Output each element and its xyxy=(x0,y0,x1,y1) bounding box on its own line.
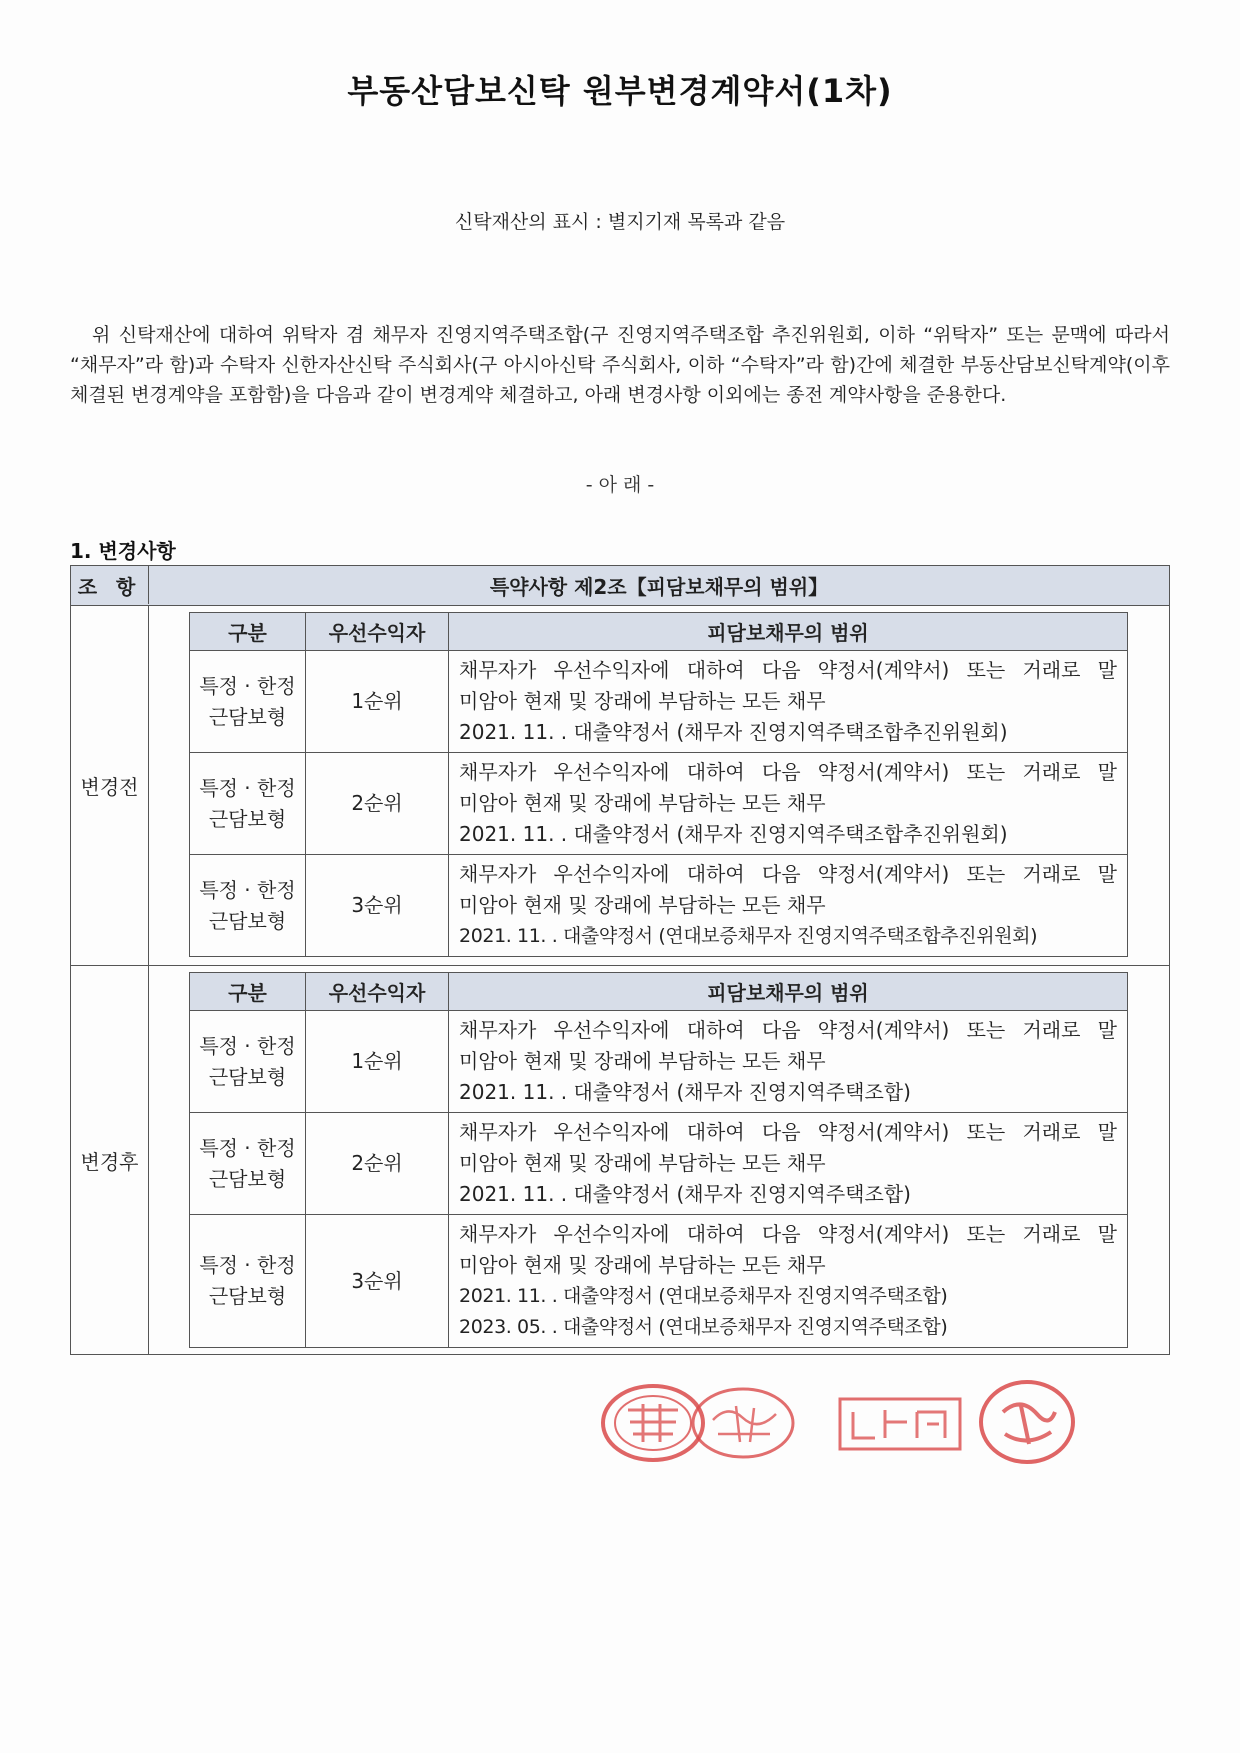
category-cell xyxy=(190,1113,306,1215)
scope-line: 미암아 현재 및 장래에 부담하는 모든 채무 xyxy=(459,1151,826,1175)
scope-line: 채무자가 우선수익자에 대하여 다음 약정서(계약서) 또는 거래로 말 xyxy=(459,1120,1117,1144)
table-row xyxy=(190,1215,1128,1348)
rank-cell: 1순위 xyxy=(306,1011,449,1113)
category-cell xyxy=(190,1215,306,1348)
before-label: 변경전 xyxy=(71,606,149,965)
table-row xyxy=(190,753,1128,855)
category-line: 특정 · 한정 xyxy=(199,877,296,902)
category-line: 특정 · 한정 xyxy=(199,1033,296,1058)
before-section xyxy=(71,606,1169,966)
scope-date-line: 2021. 11. . 대출약정서 (채무자 진영지역주택조합추진위원회) xyxy=(459,822,1008,846)
scope-line: 채무자가 우선수익자에 대하여 다음 약정서(계약서) 또는 거래로 말 xyxy=(459,658,1117,682)
corporate-seal-stamp xyxy=(688,1384,798,1462)
category-line: 특정 · 한정 xyxy=(199,1135,296,1160)
scope-line: 미암아 현재 및 장래에 부담하는 모든 채무 xyxy=(459,1049,826,1073)
rank-cell: 2순위 xyxy=(306,1113,449,1215)
trust-property-line: 신탁재산의 표시 : 별지기재 목록과 같음 xyxy=(454,211,786,233)
category-line: 근담보형 xyxy=(208,806,287,831)
header-scope: 피담보채무의 범위 xyxy=(449,613,1128,651)
rectangular-seal-stamp xyxy=(835,1394,965,1454)
rank-cell: 1순위 xyxy=(306,651,449,753)
clause-title-header: 특약사항 제2조【피담보채무의 범위】 xyxy=(489,574,829,599)
scope-cell xyxy=(449,1215,1128,1348)
amendment-table xyxy=(70,565,1170,1355)
scope-date-line: 2021. 11. . 대출약정서 (연대보증채무자 진영지역주택조합추진위원회) xyxy=(459,925,1038,947)
scope-cell xyxy=(449,855,1128,957)
table-row xyxy=(190,1113,1128,1215)
article-column-header: 조 항 xyxy=(71,566,149,604)
scope-line: 미암아 현재 및 장래에 부담하는 모든 채무 xyxy=(459,689,826,713)
rank-cell: 2순위 xyxy=(306,753,449,855)
inner-header-row xyxy=(190,973,1128,1011)
header-scope: 피담보채무의 범위 xyxy=(449,973,1128,1011)
category-line: 근담보형 xyxy=(208,1166,287,1191)
category-line: 특정 · 한정 xyxy=(199,1253,296,1277)
category-line: 근담보형 xyxy=(208,1064,287,1089)
category-cell xyxy=(190,753,306,855)
rank-cell: 3순위 xyxy=(306,1215,449,1348)
scope-line: 미암아 현재 및 장래에 부담하는 모든 채무 xyxy=(459,893,826,917)
scope-date-line: 2021. 11. . 대출약정서 (채무자 진영지역주택조합추진위원회) xyxy=(459,720,1008,744)
category-cell xyxy=(190,855,306,957)
header-category: 구분 xyxy=(190,613,306,651)
category-cell xyxy=(190,651,306,753)
scope-line: 채무자가 우선수익자에 대하여 다음 약정서(계약서) 또는 거래로 말 xyxy=(459,862,1117,886)
after-label: 변경후 xyxy=(71,966,149,1354)
inner-header-row xyxy=(190,613,1128,651)
table-row xyxy=(190,1011,1128,1113)
intro-paragraph: 위 신탁재산에 대하여 위탁자 겸 채무자 진영지역주택조합(구 진영지역주택조합 추진위원회, 이하 “위탁자” 또는 문맥에 따라서 “채무자”라 함)과 수탁자 신한자산신탁 주식회사(구 아시아신탁 주식회사, 이하 “수탁자”라 함)간에 체결한 부동산담보신탁계약(이후 체결된 변경계약을 포함함)을 다음과 같이 변경계약 체결하고, 아래 변경사항 이외에는 종전 계약사항을 준용한다. xyxy=(70,324,1170,406)
scope-line: 채무자가 우선수익자에 대하여 다음 약정서(계약서) 또는 거래로 말 xyxy=(459,1222,1117,1246)
scope-cell xyxy=(449,651,1128,753)
personal-seal-stamp xyxy=(975,1378,1079,1466)
category-line: 근담보형 xyxy=(208,1284,287,1308)
section-heading: 1. 변경사항 xyxy=(70,539,176,563)
scope-date-line: 2021. 11. . 대출약정서 (연대보증채무자 진영지역주택조합) xyxy=(459,1285,948,1307)
scope-line: 미암아 현재 및 장래에 부담하는 모든 채무 xyxy=(459,1253,826,1277)
after-inner-table xyxy=(189,972,1128,1348)
scope-line: 채무자가 우선수익자에 대하여 다음 약정서(계약서) 또는 거래로 말 xyxy=(459,760,1117,784)
scope-cell xyxy=(449,1113,1128,1215)
scope-line: 채무자가 우선수익자에 대하여 다음 약정서(계약서) 또는 거래로 말 xyxy=(459,1018,1117,1042)
amendment-table-header xyxy=(71,566,1169,606)
seal-group xyxy=(580,1378,1100,1468)
table-row xyxy=(190,651,1128,753)
after-section xyxy=(71,966,1169,1354)
table-row xyxy=(190,855,1128,957)
category-line: 특정 · 한정 xyxy=(199,673,296,698)
scope-cell xyxy=(449,753,1128,855)
scope-cell xyxy=(449,1011,1128,1113)
header-beneficiary: 우선수익자 xyxy=(306,973,449,1011)
scope-date-line: 2023. 05. . 대출약정서 (연대보증채무자 진영지역주택조합) xyxy=(459,1316,948,1338)
category-line: 특정 · 한정 xyxy=(199,775,296,800)
below-marker: - 아 래 - xyxy=(585,474,655,496)
rank-cell: 3순위 xyxy=(306,855,449,957)
scope-date-line: 2021. 11. . 대출약정서 (채무자 진영지역주택조합) xyxy=(459,1182,911,1206)
header-beneficiary: 우선수익자 xyxy=(306,613,449,651)
scope-line: 미암아 현재 및 장래에 부담하는 모든 채무 xyxy=(459,791,826,815)
document-title: 부동산담보신탁 원부변경계약서(1차) xyxy=(347,72,893,110)
category-line: 근담보형 xyxy=(208,704,287,729)
header-category: 구분 xyxy=(190,973,306,1011)
category-cell xyxy=(190,1011,306,1113)
scope-date-line: 2021. 11. . 대출약정서 (채무자 진영지역주택조합) xyxy=(459,1080,911,1104)
category-line: 근담보형 xyxy=(208,908,287,933)
before-inner-table xyxy=(189,612,1128,957)
